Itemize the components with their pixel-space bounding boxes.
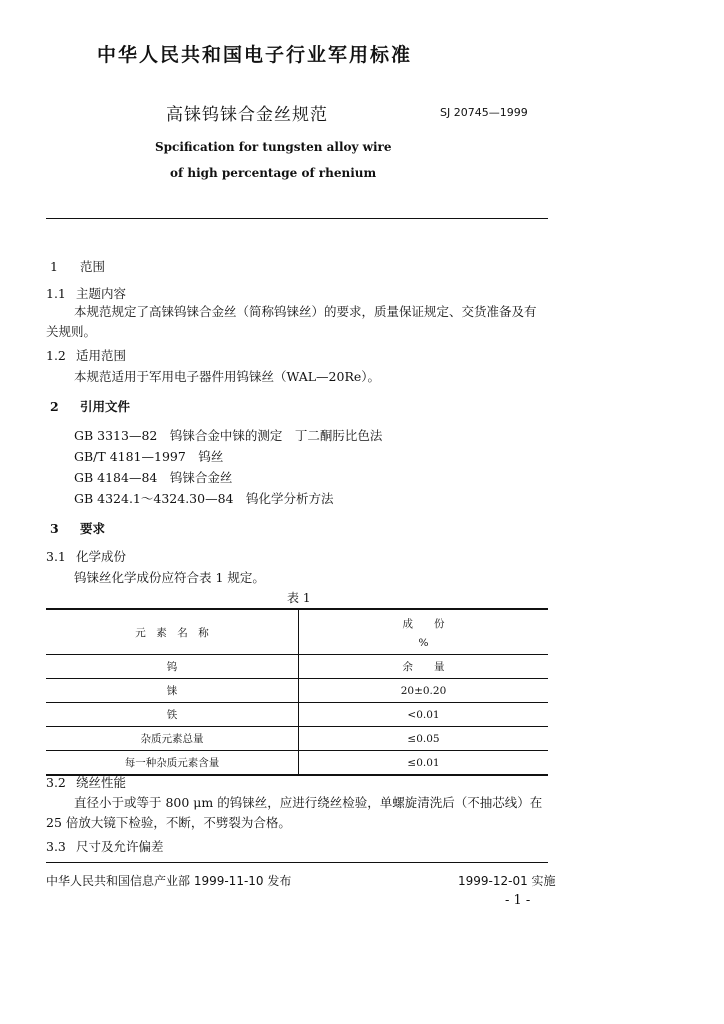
section-3-2-heading [46,773,126,791]
section-1-2-text: 本规范适用于军用电子器件用钨铼丝（WAL—20Re）。 [74,369,381,384]
element-cell: 每一种杂质元素含量 [46,751,299,776]
header-composition [299,609,549,655]
section-1-1-text: 本规范规定了高铼钨铼合金丝（简称钨铼丝）的要求，质量保证规定、交货准备及有关规则。 [46,304,537,339]
value-cell: <0.01 [299,703,549,727]
value-cell: ≤0.05 [299,727,549,751]
section-3-1-text: 钨铼丝化学成份应符合表 1 规定。 [74,570,265,585]
table-header-row [46,609,548,655]
section-title: 绕丝性能 [76,775,127,790]
value-cell: ≤0.01 [299,751,549,776]
section-2-heading [50,397,130,415]
section-3-heading [50,519,105,537]
section-number: 1 [50,259,58,274]
document-title: 高铼钨铼合金丝规范 [166,105,328,125]
header-element-name: 元 素 名 称 [46,609,299,655]
section-title: 要求 [80,521,106,536]
section-title: 尺寸及允许偏差 [76,839,164,854]
composition-table [46,608,548,776]
table-row [46,679,548,703]
element-cell: 铁 [46,703,299,727]
page-number: - 1 - [505,893,531,908]
section-title: 适用范围 [76,348,127,363]
header-divider [46,218,548,219]
section-3-2-text: 直径小于或等于 800 μm 的钨铼丝，应进行绕丝检验，单螺旋清洗后（不抽芯线）在 25 倍放大镜下检验，不断，不劈裂为合格。 [46,795,543,830]
section-title: 引用文件 [80,399,131,414]
section-number: 3.2 [46,775,66,790]
element-cell: 钨 [46,655,299,679]
implementation-date: 1999-12-01 实施 [458,874,556,888]
section-title: 主题内容 [76,286,127,301]
issuer-date: 中华人民共和国信息产业部 1999-11-10 发布 [46,874,292,888]
section-number: 3.3 [46,839,66,854]
english-title-line-1: Spcification for tungsten alloy wire [155,140,392,154]
section-1-heading [50,257,105,275]
section-1-2-heading [46,346,126,364]
section-number: 3.1 [46,549,66,564]
table-caption: 表 1 [287,591,311,605]
reference-item: GB 4324.1～4324.30—84 钨化学分析方法 [74,491,334,506]
section-title: 化学成份 [76,549,127,564]
section-title: 范围 [80,259,106,274]
standard-class-heading: 中华人民共和国电子行业军用标准 [97,44,413,66]
reference-item: GB/T 4181—1997 钨丝 [74,449,224,464]
section-number: 2 [50,399,59,414]
reference-item: GB 3313—82 钨铼合金中铼的测定 丁二酮肟比色法 [74,428,383,443]
section-3-3-heading [46,837,164,855]
header-composition-unit: % [418,636,429,649]
section-number: 3 [50,521,59,536]
table-row [46,655,548,679]
reference-item: GB 4184—84 钨铼合金丝 [74,470,233,485]
element-cell: 铼 [46,679,299,703]
table-row [46,703,548,727]
section-3-1-heading [46,547,126,565]
element-cell: 杂质元素总量 [46,727,299,751]
value-cell: 余 量 [299,655,549,679]
header-composition-label: 成 份 [402,617,445,630]
standard-code: SJ 20745—1999 [440,106,528,119]
value-cell: 20±0.20 [299,679,549,703]
footer-divider [46,862,548,863]
table-row [46,751,548,776]
section-1-1-heading [46,284,126,302]
english-title-line-2: of high percentage of rhenium [170,166,377,180]
table-row [46,727,548,751]
section-number: 1.1 [46,286,66,301]
section-number: 1.2 [46,348,66,363]
